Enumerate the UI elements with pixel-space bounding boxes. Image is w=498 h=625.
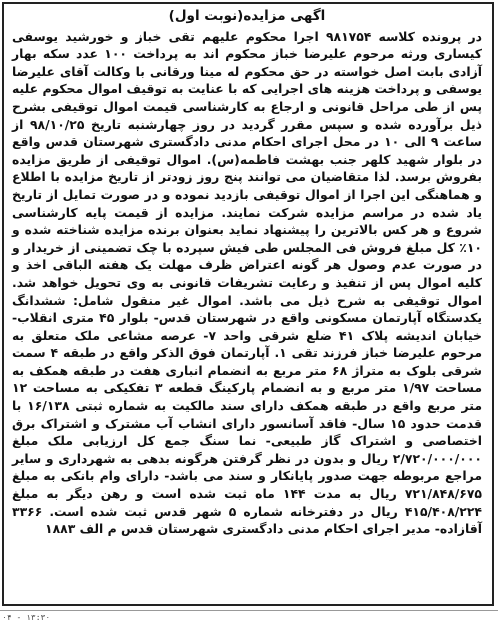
footer-text: ۰۴ - ۱۳:۳۰ [2, 613, 51, 622]
auction-notice [12, 8, 482, 538]
notice-title: اگهی مزایده(نوبت اول) [168, 8, 326, 24]
footer-strip [0, 610, 498, 624]
notice-body: در پرونده کلاسه ۹۸۱۷۵۴ اجرا محکوم علیهم تقی خباز و خورشید یوسفی کیساری ورثه مرحوم علیرضا خباز محکوم اند به پرداخت ۱۰۰ عدد سکه بهار آزادی بابت اصل خواسته در حق محکوم له مینا ورقانی با وکالت آقای علیرضا یوسفی و پرداخت هزینه های اجرایی که با عنایت به توقیف اموال محکوم علیه پس از طی مراحل قانونی و ارجاع به کارشناسی قیمت اموال توقیفی بشرح ذیل برآورده شده و سپس مقرر گردید در روز چهارشنبه تاریخ ۹۸/۱۰/۲۵ از ساعت ۹ الی ۱۰ در محل اجرای احکام مدنی دادگستری شهرستان قدس واقع در بلوار شهید کلهر جنب بهشت فاطمه(س). اموال توقیفی از طریق مزایده بفروش برسد. لذا متقاضیان می توانند پنج روز زودتر از تاریخ مزایده با اطلاع و هماهنگی این اجرا از اموال توقیفی بازدید نموده و در صورت تمایل از تاریخ یاد شده در مراسم مزایده شرکت نمایند. مزایده از قیمت پایه کارشناسی شروع و هر کس بالاترین را پیشنهاد نماید بعنوان برنده مزایده شناخته شده و ۱۰٪ کل مبلغ فروش فی المجلس طی فیش سپرده با چک تضمینی از خریدار و در صورت عدم وصول هر گونه اعتراض ظرف مهلت یک هفته الباقی اخذ و کلیه اموال پس از تنفیذ و رعایت تشریفات قانونی به وی تحویل خواهد شد. اموال توقیفی به شرح ذیل می باشد. اموال غیر منقول شامل: ششدانگ یکدستگاه آپارتمان مسکونی واقع در شهرستان قدس- بلوار ۴۵ متری انقلاب- خیابان اندیشه پلاک ۴۱ ضلع شرقی واحد ۷- عرصه مشاعی ملک متعلق به مرحوم علیرضا خباز فرزند تقی ۱. آپارتمان فوق الذکر واقع در طبقه ۴ سمت شرقی بلوک به متراژ ۶۸ متر مربع به انضمام انباری هفت در طبقه همکف به مساحت ۱/۹۷ متر مربع و به انضمام پارکینگ قطعه ۳ تفکیکی به مساحت ۱۲ متر مربع واقع در طبقه همکف دارای سند مالکیت به شماره ثبتی ۱۶/۱۳۸ با قدمت حدود ۱۵ سال- فاقد آسانسور دارای انشاب آب مشترک و اشتراک برق اختصاصی و اشتراک گاز طبیعی- نما سنگ جمع کل ارزیابی ملک مبلغ ۲/۷۲۰/۰۰۰/۰۰۰ ریال و بدون در نظر گرفتن هرگونه بدهی به شهرداری و سایر مراجع مربوطه جهت صدور پایانکار و سند می باشد- دارای وام بانکی به مبلغ ۷۲۱/۸۴۸/۶۷۵ ریال به مدت ۱۴۴ ماه ثبت شده است و رهن دیگر به مبلغ ۴۱۵/۴۰۸/۲۲۴ ریال در دفترخانه شماره ۵ شهر قدس ثبت شده است. ۳۳۶۶ آقازاده- مدیر اجرای احکام مدنی دادگستری شهرستان قدس م الف ۱۸۸۳ [12, 28, 483, 537]
